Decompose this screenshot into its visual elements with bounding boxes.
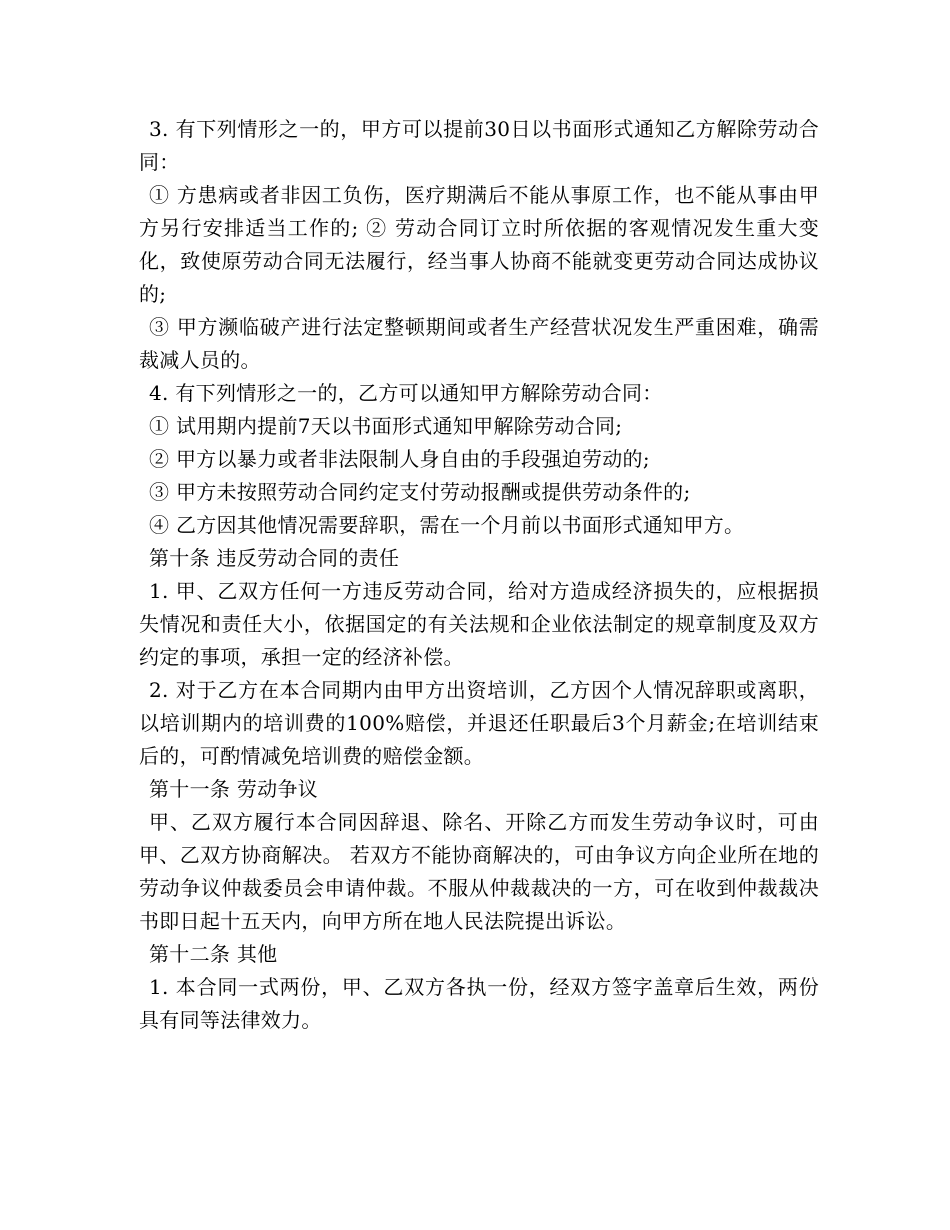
article-12-title: 第十二条 其他 [149, 942, 278, 966]
article-11-body: 甲、乙双方履行本合同因辞退、除名、开除乙方而发生劳动争议时，可由甲、乙双方协商解决。 若双方不能协商解决的，可由争议方向企业所在地的劳动争议仲裁委员会申请仲裁。不服从仲裁裁决的一方，可在收到仲裁裁决书即日起十五天内，向甲方所在地人民法院提出诉讼。 [139, 810, 819, 933]
clause-4-heading: 4. 有下列情形之一的，乙方可以通知甲方解除劳动合同： [149, 381, 663, 405]
article-10-clause-1: 1. 甲、乙双方任何一方违反劳动合同，给对方造成经济损失的，应根据损失情况和责任大小，依据国定的有关法规和企业依法制定的规章制度及双方约定的事项，承担一定的经济补偿。 [139, 579, 819, 669]
clause-3-heading: 3. 有下列情形之一的，甲方可以提前30日以书面形式通知乙方解除劳动合同： [139, 117, 819, 174]
clause-4-item-1: ① 试用期内提前7天以书面形式通知甲解除劳动合同; [149, 414, 623, 438]
clause-4-item-3: ③ 甲方未按照劳动合同约定支付劳动报酬或提供劳动条件的; [149, 480, 691, 504]
article-10-title: 第十条 违反劳动合同的责任 [149, 546, 400, 570]
clause-4-item-4: ④ 乙方因其他情况需要辞职，需在一个月前以书面形式通知甲方。 [149, 513, 745, 537]
document-body [139, 113, 819, 1037]
article-12-clause-1: 1. 本合同一式两份，甲、乙双方各执一份，经双方签字盖章后生效，两份具有同等法律效力。 [139, 975, 819, 1032]
clause-3-item-3: ③ 甲方濒临破产进行法定整顿期间或者生产经营状况发生严重困难，确需裁减人员的。 [139, 315, 819, 372]
article-10-clause-2: 2. 对于乙方在本合同期内由甲方出资培训，乙方因个人情况辞职或离职，以培训期内的培训费的100%赔偿，并退还任职最后3个月薪金;在培训结束后的，可酌情减免培训费的赔偿金额。 [139, 678, 819, 768]
article-11-title: 第十一条 劳动争议 [149, 777, 319, 801]
clause-3-items-1-2: ① 方患病或者非因工负伤，医疗期满后不能从事原工作，也不能从事由甲方另行安排适当工作的; ② 劳动合同订立时所依据的客观情况发生重大变化，致使原劳动合同无法履行，经当事人协商不能就变更劳动合同达成协议的; [139, 183, 819, 306]
clause-4-item-2: ② 甲方以暴力或者非法限制人身自由的手段强迫劳动的; [149, 447, 650, 471]
